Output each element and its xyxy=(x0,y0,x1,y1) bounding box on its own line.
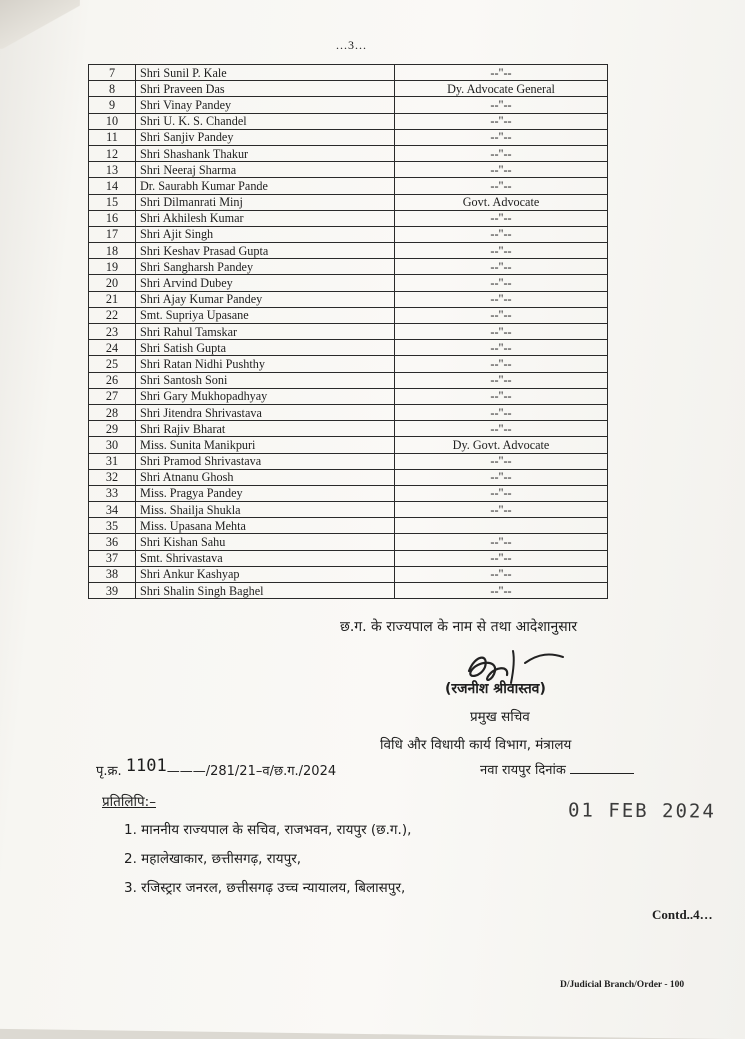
officer-name: Shri Vinay Pandey xyxy=(136,97,395,113)
serial-number: 19 xyxy=(89,259,136,275)
table-row xyxy=(89,129,608,145)
serial-number: 37 xyxy=(89,550,136,566)
table-row xyxy=(89,566,608,582)
officer-name: Shri Atnanu Ghosh xyxy=(136,469,395,485)
department-name: विधि और विधायी कार्य विभाग, मंत्रालय xyxy=(380,737,572,753)
table-row xyxy=(89,469,608,485)
officer-name: Shri Keshav Prasad Gupta xyxy=(136,243,395,259)
officer-name: Shri Sunil P. Kale xyxy=(136,65,395,81)
order-line: छ.ग. के राज्यपाल के नाम से तथा आदेशानुसार xyxy=(340,619,578,635)
officer-designation: --"-- xyxy=(395,388,608,404)
table-row xyxy=(89,307,608,323)
officer-designation: --"-- xyxy=(395,65,608,81)
table-row xyxy=(89,550,608,566)
officer-designation: --"-- xyxy=(395,97,608,113)
officer-designation: Dy. Govt. Advocate xyxy=(395,437,608,453)
serial-number: 32 xyxy=(89,469,136,485)
officer-designation: --"-- xyxy=(395,356,608,372)
officer-name: Shri Pramod Shrivastava xyxy=(136,453,395,469)
table-row xyxy=(89,291,608,307)
serial-number: 7 xyxy=(89,65,136,81)
officer-designation: --"-- xyxy=(395,178,608,194)
serial-number: 13 xyxy=(89,162,136,178)
serial-number: 30 xyxy=(89,437,136,453)
serial-number: 8 xyxy=(89,81,136,97)
table-row xyxy=(89,485,608,501)
officer-name: Miss. Shailja Shukla xyxy=(136,502,395,518)
officer-designation: --"-- xyxy=(395,404,608,420)
officer-name: Shri Ankur Kashyap xyxy=(136,566,395,582)
serial-number: 28 xyxy=(89,404,136,420)
table-row xyxy=(89,210,608,226)
table-row xyxy=(89,534,608,550)
reference-dash: ——— xyxy=(166,764,206,779)
serial-number: 10 xyxy=(89,113,136,129)
serial-number: 18 xyxy=(89,243,136,259)
officer-name: Shri U. K. S. Chandel xyxy=(136,113,395,129)
serial-number: 26 xyxy=(89,372,136,388)
page-fold xyxy=(0,0,80,50)
officer-name: Shri Rajiv Bharat xyxy=(136,421,395,437)
reference-line xyxy=(96,756,566,780)
officer-designation: Govt. Advocate xyxy=(395,194,608,210)
reference-code: /281/21–व/छ.ग./2024 xyxy=(205,764,337,779)
officer-designation: --"-- xyxy=(395,534,608,550)
table-row xyxy=(89,583,608,599)
table-row xyxy=(89,275,608,291)
officer-designation: --"-- xyxy=(395,307,608,323)
officer-name: Shri Jitendra Shrivastava xyxy=(136,404,395,420)
serial-number: 31 xyxy=(89,453,136,469)
officer-name: Shri Gary Mukhopadhyay xyxy=(136,388,395,404)
officer-designation: --"-- xyxy=(395,340,608,356)
date-label: नवा रायपुर दिनांक xyxy=(480,760,634,778)
table-row xyxy=(89,162,608,178)
date-stamp: 01 FEB 2024 xyxy=(567,799,716,823)
officer-designation: --"-- xyxy=(395,453,608,469)
officer-name: Smt. Supriya Upasane xyxy=(136,307,395,323)
reference-number: 1101 xyxy=(125,756,167,776)
officer-designation: --"-- xyxy=(395,291,608,307)
signer-name: (रजनीश श्रीवास्तव) xyxy=(445,681,546,697)
table-row xyxy=(89,243,608,259)
page-number: ...3... xyxy=(336,38,367,52)
officer-designation xyxy=(395,518,608,534)
serial-number: 23 xyxy=(89,324,136,340)
officer-name: Shri Ajit Singh xyxy=(136,226,395,242)
serial-number: 25 xyxy=(89,356,136,372)
table-row xyxy=(89,65,608,81)
copy-item: 1. माननीय राज्यपाल के सचिव, राजभवन, रायपुर (छ.ग.), xyxy=(124,822,412,838)
serial-number: 24 xyxy=(89,340,136,356)
table-row xyxy=(89,356,608,372)
table-row xyxy=(89,340,608,356)
officer-designation: --"-- xyxy=(395,502,608,518)
table-row xyxy=(89,97,608,113)
copy-list xyxy=(124,820,411,907)
serial-number: 34 xyxy=(89,502,136,518)
officer-designation: --"-- xyxy=(395,583,608,599)
officer-name: Miss. Pragya Pandey xyxy=(136,485,395,501)
officer-designation: --"-- xyxy=(395,485,608,501)
officer-name: Shri Santosh Soni xyxy=(136,372,395,388)
officer-designation: --"-- xyxy=(395,129,608,145)
officer-name: Shri Ratan Nidhi Pushthy xyxy=(136,356,395,372)
officer-designation: --"-- xyxy=(395,469,608,485)
officer-designation: --"-- xyxy=(395,421,608,437)
officer-designation: --"-- xyxy=(395,226,608,242)
serial-number: 12 xyxy=(89,145,136,161)
table-row xyxy=(89,259,608,275)
serial-number: 36 xyxy=(89,534,136,550)
serial-number: 17 xyxy=(89,226,136,242)
officer-name: Shri Rahul Tamskar xyxy=(136,324,395,340)
table-row xyxy=(89,194,608,210)
serial-number: 9 xyxy=(89,97,136,113)
officer-name: Shri Dilmanrati Minj xyxy=(136,194,395,210)
table-row xyxy=(89,518,608,534)
table-row xyxy=(89,113,608,129)
table-row xyxy=(89,437,608,453)
table-row xyxy=(89,388,608,404)
officer-name: Shri Sanjiv Pandey xyxy=(136,129,395,145)
table-row xyxy=(89,453,608,469)
table-row xyxy=(89,81,608,97)
officer-name: Shri Praveen Das xyxy=(136,81,395,97)
officer-name: Shri Kishan Sahu xyxy=(136,534,395,550)
table-row xyxy=(89,226,608,242)
officer-name: Shri Shashank Thakur xyxy=(136,145,395,161)
officer-designation: --"-- xyxy=(395,550,608,566)
reference-prefix: पृ.क्र. xyxy=(96,764,122,779)
copy-item: 2. महालेखाकार, छत्तीसगढ़, रायपुर, xyxy=(124,851,302,867)
serial-number: 22 xyxy=(89,307,136,323)
signer-designation: प्रमुख सचिव xyxy=(470,709,530,725)
table-row xyxy=(89,372,608,388)
officer-designation: --"-- xyxy=(395,275,608,291)
copy-item: 3. रजिस्ट्रार जनरल, छत्तीसगढ़ उच्च न्यायालय, बिलासपुर, xyxy=(124,880,406,896)
officer-table xyxy=(88,64,608,599)
serial-number: 21 xyxy=(89,291,136,307)
officer-designation: --"-- xyxy=(395,210,608,226)
serial-number: 16 xyxy=(89,210,136,226)
officer-name: Shri Satish Gupta xyxy=(136,340,395,356)
serial-number: 35 xyxy=(89,518,136,534)
copy-heading: प्रतिलिपि:– xyxy=(102,794,156,810)
officer-name: Shri Akhilesh Kumar xyxy=(136,210,395,226)
serial-number: 29 xyxy=(89,421,136,437)
officer-designation: --"-- xyxy=(395,566,608,582)
officer-designation: --"-- xyxy=(395,243,608,259)
serial-number: 39 xyxy=(89,583,136,599)
officer-designation: --"-- xyxy=(395,162,608,178)
officer-name: Miss. Sunita Manikpuri xyxy=(136,437,395,453)
serial-number: 11 xyxy=(89,129,136,145)
officer-designation: --"-- xyxy=(395,372,608,388)
table-row xyxy=(89,502,608,518)
officer-name: Shri Neeraj Sharma xyxy=(136,162,395,178)
officer-name: Shri Ajay Kumar Pandey xyxy=(136,291,395,307)
officer-designation: --"-- xyxy=(395,145,608,161)
serial-number: 27 xyxy=(89,388,136,404)
serial-number: 20 xyxy=(89,275,136,291)
table-row xyxy=(89,421,608,437)
officer-name: Shri Shalin Singh Baghel xyxy=(136,583,395,599)
table-row xyxy=(89,404,608,420)
officer-name: Miss. Upasana Mehta xyxy=(136,518,395,534)
table-row xyxy=(89,178,608,194)
serial-number: 38 xyxy=(89,566,136,582)
officer-name: Shri Sangharsh Pandey xyxy=(136,259,395,275)
officer-name: Shri Arvind Dubey xyxy=(136,275,395,291)
table-row xyxy=(89,324,608,340)
officer-name: Dr. Saurabh Kumar Pande xyxy=(136,178,395,194)
serial-number: 33 xyxy=(89,485,136,501)
officer-designation: --"-- xyxy=(395,259,608,275)
footer-ref: D/Judicial Branch/Order - 100 xyxy=(560,980,685,990)
serial-number: 15 xyxy=(89,194,136,210)
serial-number: 14 xyxy=(89,178,136,194)
officer-name: Smt. Shrivastava xyxy=(136,550,395,566)
continued-marker: Contd..4… xyxy=(652,907,713,922)
table-row xyxy=(89,145,608,161)
officer-designation: --"-- xyxy=(395,324,608,340)
officer-designation: Dy. Advocate General xyxy=(395,81,608,97)
officer-designation: --"-- xyxy=(395,113,608,129)
